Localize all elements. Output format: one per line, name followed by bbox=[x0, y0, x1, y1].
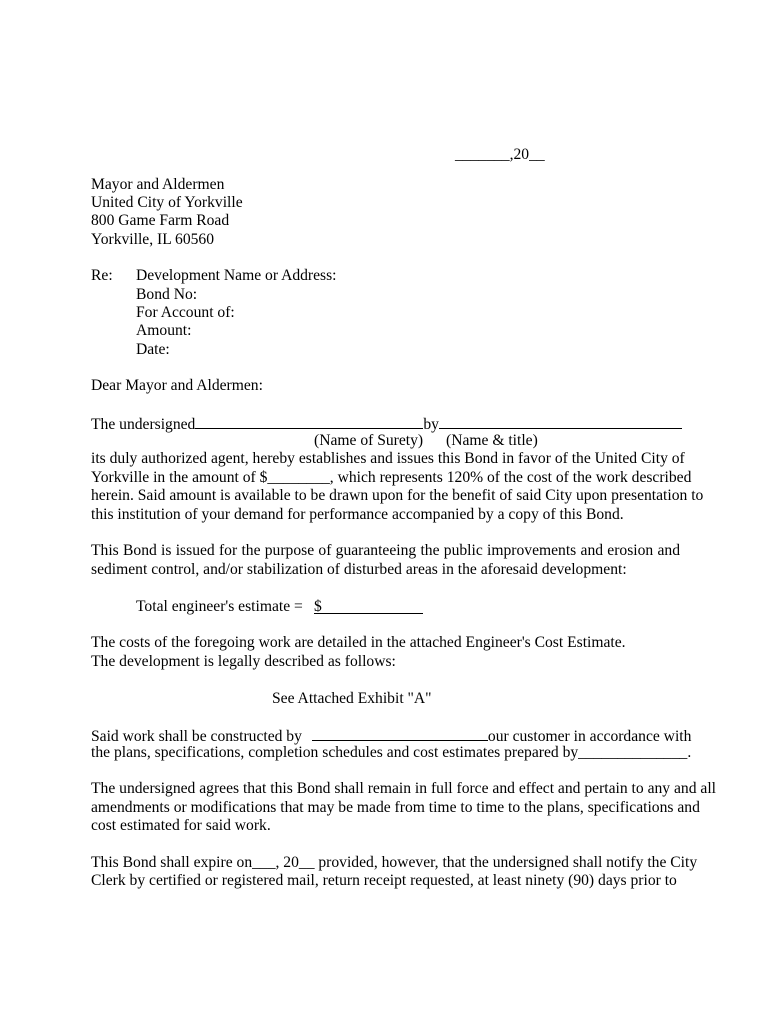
para2-line: sediment control, and/or stabilization of disturbed areas in the aforesaid development: bbox=[91, 561, 627, 578]
date-year-prefix: 20 bbox=[513, 146, 530, 163]
surety-caption: (Name of Surety) bbox=[314, 432, 424, 449]
re-label: Re: bbox=[91, 267, 113, 284]
address-line: Yorkville, IL 60560 bbox=[91, 231, 215, 248]
name-title-caption: (Name & title) bbox=[446, 432, 538, 449]
re-field-account: For Account of: bbox=[136, 304, 235, 321]
date-comma: , bbox=[509, 146, 514, 163]
by-text: by bbox=[423, 416, 439, 433]
surety-name-blank bbox=[195, 414, 423, 429]
para6-line: Clerk by certified or registered mail, return receipt requested, at least ninety (90) days prior to bbox=[91, 872, 677, 889]
estimate-value: $ bbox=[314, 598, 423, 614]
para5-line: cost estimated for said work. bbox=[91, 817, 271, 834]
constructed-by-text: Said work shall be constructed by bbox=[91, 728, 302, 745]
para1-line: this institution of your demand for performance accompanied by a copy of this Bond. bbox=[91, 506, 624, 523]
para3-line: The costs of the foregoing work are detailed in the attached Engineer's Cost Estimate. bbox=[91, 634, 626, 651]
re-field-amount: Amount: bbox=[136, 322, 192, 339]
para5-line: The undersigned agrees that this Bond shall remain in full force and effect and pertain to any and all bbox=[91, 780, 716, 797]
para1-line: herein. Said amount is available to be drawn upon for the benefit of said City upon presentation to bbox=[91, 487, 704, 504]
para1-line: Yorkville in the amount of $________, which represents 120% of the cost of the work described bbox=[91, 469, 692, 486]
para2-line: This Bond is issued for the purpose of guaranteeing the public improvements and erosion and bbox=[91, 542, 680, 559]
salutation: Dear Mayor and Aldermen: bbox=[91, 377, 263, 394]
re-field-development: Development Name or Address: bbox=[136, 267, 337, 284]
para5-line: amendments or modifications that may be made from time to time to the plans, specifications and bbox=[91, 799, 700, 816]
estimate-label: Total engineer's estimate = bbox=[136, 598, 303, 615]
address-line: United City of Yorkville bbox=[91, 194, 243, 211]
para3-line: The development is legally described as follows: bbox=[91, 653, 396, 670]
address-line: 800 Game Farm Road bbox=[91, 212, 230, 229]
re-field-date: Date: bbox=[136, 341, 170, 358]
customer-text: our customer in accordance with bbox=[487, 728, 692, 745]
exhibit-reference: See Attached Exhibit "A" bbox=[272, 690, 432, 707]
undersigned-text: The undersigned bbox=[91, 416, 196, 433]
date-line bbox=[455, 146, 545, 164]
para4-line: the plans, specifications, completion schedules and cost estimates prepared by______________. bbox=[91, 744, 692, 761]
para1-line: its duly authorized agent, hereby establishes and issues this Bond in favor of the United City of bbox=[91, 450, 685, 467]
agent-name-title-blank bbox=[439, 414, 682, 429]
date-month-day-blank: _______ bbox=[455, 146, 510, 163]
address-line: Mayor and Aldermen bbox=[91, 176, 225, 193]
para6-line: This Bond shall expire on___, 20__ provided, however, that the undersigned shall notify the City bbox=[91, 854, 698, 871]
contractor-blank bbox=[312, 726, 488, 741]
date-year-blank: __ bbox=[529, 146, 545, 163]
re-field-bond-no: Bond No: bbox=[136, 286, 198, 303]
